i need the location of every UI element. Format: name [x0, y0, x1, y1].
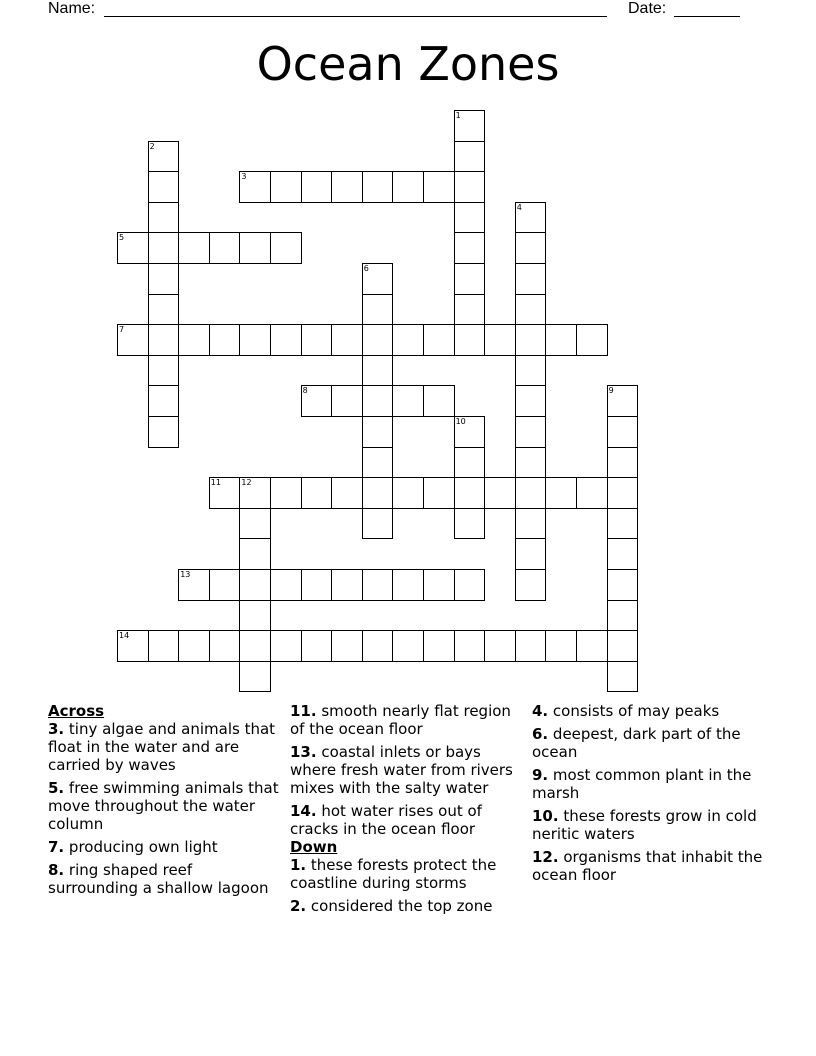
grid-cell[interactable] [392, 477, 424, 509]
grid-cell[interactable] [209, 630, 241, 662]
grid-cell[interactable] [331, 171, 363, 203]
clue-across-11: 11. smooth nearly flat region of the ocean floor [290, 702, 511, 738]
grid-cell[interactable] [148, 263, 180, 295]
grid-cell[interactable] [392, 385, 424, 417]
cell-number: 6 [363, 264, 369, 273]
clue-column-1 [48, 702, 283, 902]
grid-cell[interactable] [117, 630, 149, 662]
grid-cell[interactable] [117, 324, 149, 356]
cell-number: 10 [455, 417, 466, 426]
grid-cell[interactable] [301, 324, 333, 356]
grid-cell[interactable] [423, 477, 455, 509]
grid-cell[interactable] [148, 202, 180, 234]
grid-cell[interactable] [331, 477, 363, 509]
grid-cell[interactable] [454, 416, 486, 448]
grid-cell[interactable] [362, 630, 394, 662]
grid-cell[interactable] [270, 324, 302, 356]
grid-cell[interactable] [392, 569, 424, 601]
grid-cell[interactable] [576, 324, 608, 356]
grid-cell[interactable] [454, 630, 486, 662]
grid-cell[interactable] [178, 630, 210, 662]
page-title: Ocean Zones [256, 37, 560, 91]
grid-cell[interactable] [148, 416, 180, 448]
grid-cell[interactable] [270, 171, 302, 203]
grid-cell[interactable] [454, 171, 486, 203]
grid-cell[interactable] [484, 324, 516, 356]
clue-down-10: 10. these forests grow in cold neritic waters [532, 807, 757, 843]
grid-cell[interactable] [454, 141, 486, 173]
grid-cell[interactable] [362, 447, 394, 479]
date-label: Date: [628, 0, 667, 17]
cell-number: 5 [119, 233, 125, 243]
grid-cell[interactable] [239, 569, 271, 601]
grid-cell[interactable] [392, 324, 424, 356]
grid-cell[interactable] [423, 630, 455, 662]
grid-cell[interactable] [362, 263, 394, 295]
grid-cell[interactable] [484, 630, 516, 662]
grid-cell[interactable] [423, 324, 455, 356]
grid-cell[interactable] [545, 324, 577, 356]
grid-cell[interactable] [148, 385, 180, 417]
grid-cell[interactable] [607, 447, 639, 479]
clue-column-3 [532, 702, 767, 889]
grid-cell[interactable] [362, 385, 394, 417]
grid-cell[interactable] [301, 569, 333, 601]
grid-cell[interactable] [454, 508, 486, 540]
grid-cell[interactable] [515, 324, 547, 356]
grid-cell[interactable] [331, 630, 363, 662]
grid-cell[interactable] [515, 355, 547, 387]
clue-down-6: 6. deepest, dark part of the ocean [532, 725, 741, 761]
grid-cell[interactable] [239, 600, 271, 632]
grid-cell[interactable] [454, 294, 486, 326]
grid-cell[interactable] [392, 630, 424, 662]
grid-cell[interactable] [423, 171, 455, 203]
grid-cell[interactable] [148, 232, 180, 264]
across-heading: Across [48, 702, 105, 720]
grid-cell[interactable] [239, 171, 271, 203]
cell-number: 12 [241, 478, 252, 488]
grid-cell[interactable] [454, 263, 486, 295]
grid-cell[interactable] [178, 232, 210, 264]
grid-cell[interactable] [239, 477, 271, 509]
grid-cell[interactable] [515, 447, 547, 479]
cell-number: 2 [149, 141, 155, 151]
grid-cell[interactable] [362, 355, 394, 387]
grid-cell[interactable] [392, 171, 424, 203]
grid-cell[interactable] [607, 477, 639, 509]
cell-number: 14 [119, 631, 130, 641]
clue-across-7: 7. producing own light [48, 838, 218, 856]
cell-number: 9 [608, 386, 614, 396]
grid-cell[interactable] [239, 630, 271, 662]
grid-cell[interactable] [331, 569, 363, 601]
grid-cell[interactable] [423, 385, 455, 417]
grid-cell[interactable] [454, 110, 486, 142]
grid-cell[interactable] [607, 538, 639, 570]
grid-cell[interactable] [239, 324, 271, 356]
grid-cell[interactable] [270, 630, 302, 662]
grid-cell[interactable] [607, 508, 639, 540]
grid-cell[interactable] [454, 447, 486, 479]
cell-number: 7 [119, 325, 125, 335]
grid-cell[interactable] [362, 324, 394, 356]
grid-cell[interactable] [515, 569, 547, 601]
clue-down-12: 12. organisms that inhabit the ocean floor [532, 848, 763, 884]
clue-across-14: 14. hot water rises out of cracks in the ocean floor [290, 802, 482, 838]
down-heading: Down [290, 838, 338, 856]
grid-cell[interactable] [515, 385, 547, 417]
grid-cell[interactable] [301, 477, 333, 509]
grid-cell[interactable] [239, 508, 271, 540]
grid-cell[interactable] [239, 661, 271, 693]
grid-cell[interactable] [117, 232, 149, 264]
grid-cell[interactable] [607, 661, 639, 693]
grid-cell[interactable] [454, 477, 486, 509]
clue-column-2 [290, 702, 525, 920]
grid-cell[interactable] [178, 569, 210, 601]
grid-cell[interactable] [239, 538, 271, 570]
grid-cell[interactable] [209, 324, 241, 356]
grid-cell[interactable] [178, 324, 210, 356]
grid-cell[interactable] [515, 538, 547, 570]
grid-cell[interactable] [148, 355, 180, 387]
grid-cell[interactable] [239, 232, 271, 264]
cell-number: 11 [210, 478, 221, 488]
grid-cell[interactable] [209, 232, 241, 264]
clue-across-5: 5. free swimming animals that move throughout the water column [48, 779, 279, 833]
grid-cell[interactable] [515, 202, 547, 234]
grid-cell[interactable] [362, 508, 394, 540]
grid-cell[interactable] [270, 232, 302, 264]
grid-cell[interactable] [301, 171, 333, 203]
grid-cell[interactable] [270, 477, 302, 509]
cell-number: 8 [302, 386, 308, 396]
clue-down-2: 2. considered the top zone [290, 897, 493, 915]
grid-cell[interactable] [148, 141, 180, 173]
grid-cell[interactable] [270, 569, 302, 601]
grid-cell[interactable] [484, 477, 516, 509]
grid-cell[interactable] [209, 569, 241, 601]
clue-down-1: 1. these forests protect the coastline during storms [290, 856, 497, 892]
cell-number: 1 [455, 111, 461, 120]
grid-cell[interactable] [331, 324, 363, 356]
grid-cell[interactable] [148, 630, 180, 662]
cell-number: 13 [180, 570, 191, 579]
grid-cell[interactable] [301, 630, 333, 662]
grid-cell[interactable] [607, 569, 639, 601]
clue-down-4: 4. consists of may peaks [532, 702, 720, 720]
name-label: Name: [48, 0, 96, 17]
grid-cell[interactable] [515, 232, 547, 264]
cell-number: 3 [241, 172, 247, 182]
grid-cell[interactable] [607, 385, 639, 417]
grid-cell[interactable] [454, 569, 486, 601]
grid-cell[interactable] [576, 630, 608, 662]
grid-cell[interactable] [515, 477, 547, 509]
grid-cell[interactable] [301, 385, 333, 417]
grid-cell[interactable] [545, 630, 577, 662]
grid-cell[interactable] [362, 477, 394, 509]
grid-cell[interactable] [362, 416, 394, 448]
cell-number: 4 [516, 202, 522, 212]
grid-cell[interactable] [454, 232, 486, 264]
grid-cell[interactable] [515, 508, 547, 540]
grid-cell[interactable] [576, 477, 608, 509]
grid-cell[interactable] [331, 385, 363, 417]
grid-cell[interactable] [545, 477, 577, 509]
grid-cell[interactable] [148, 324, 180, 356]
grid-cell[interactable] [423, 569, 455, 601]
grid-cell[interactable] [515, 294, 547, 326]
grid-cell[interactable] [148, 294, 180, 326]
grid-cell[interactable] [607, 416, 639, 448]
grid-cell[interactable] [362, 171, 394, 203]
grid-cell[interactable] [607, 630, 639, 662]
grid-cell[interactable] [209, 477, 241, 509]
grid-cell[interactable] [515, 416, 547, 448]
clue-across-8: 8. ring shaped reef surrounding a shallow lagoon [48, 861, 269, 897]
grid-cell[interactable] [454, 202, 486, 234]
grid-cell[interactable] [515, 263, 547, 295]
clue-across-3: 3. tiny algae and animals that float in the water and are carried by waves [48, 720, 276, 774]
grid-cell[interactable] [515, 630, 547, 662]
grid-cell[interactable] [362, 294, 394, 326]
clue-across-13: 13. coastal inlets or bays where fresh water from rivers mixes with the salty water [290, 743, 513, 797]
grid-cell[interactable] [362, 569, 394, 601]
grid-cell[interactable] [148, 171, 180, 203]
grid-cell[interactable] [454, 324, 486, 356]
grid-cell[interactable] [607, 600, 639, 632]
clue-down-9: 9. most common plant in the marsh [532, 766, 752, 802]
